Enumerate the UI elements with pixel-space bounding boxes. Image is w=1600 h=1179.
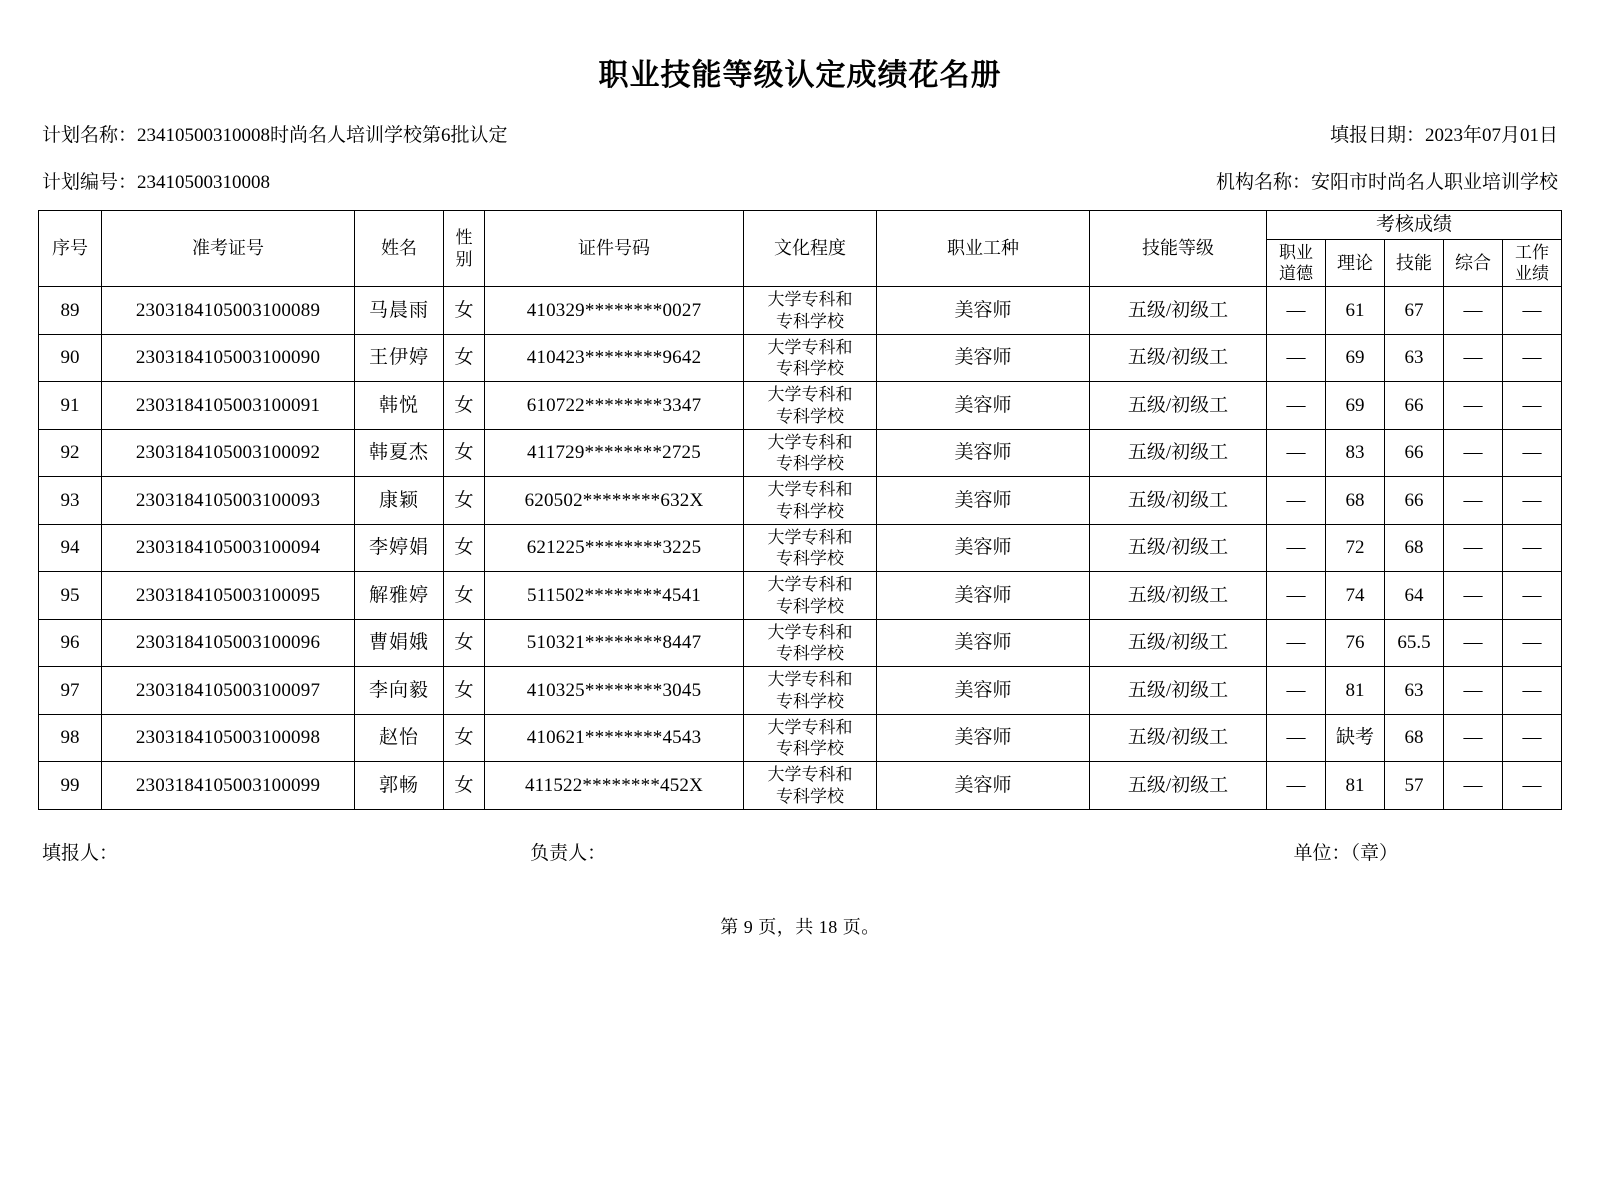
table-header [39,211,1562,287]
table-row [39,572,1562,620]
cell-skill-level: 五级/初级工 [1090,382,1267,430]
cell-theory-score: 61 [1326,287,1385,335]
cell-sex: 女 [444,382,485,430]
column-header-id-number: 证件号码 [485,211,744,287]
cell-education [744,287,877,335]
cell-ethic-score: — [1267,287,1326,335]
cell-education-line2: 专科学校 [776,406,844,426]
cell-admission-no: 2303184105003100099 [102,762,355,810]
cell-seq: 91 [39,382,102,430]
table-row [39,667,1562,715]
table-row [39,334,1562,382]
cell-education-line1: 大学专科和 [767,432,853,452]
cell-work-score: — [1503,477,1562,525]
cell-theory-score: 83 [1326,429,1385,477]
cell-name: 韩悦 [355,382,444,430]
cell-seq: 96 [39,619,102,667]
cell-skill-level: 五级/初级工 [1090,619,1267,667]
cell-education [744,762,877,810]
cell-sex: 女 [444,429,485,477]
column-header-occupation: 职业工种 [877,211,1090,287]
cell-admission-no: 2303184105003100096 [102,619,355,667]
cell-sex: 女 [444,477,485,525]
cell-seq: 99 [39,762,102,810]
cell-education-line1: 大学专科和 [767,765,853,785]
cell-seq: 89 [39,287,102,335]
cell-occupation: 美容师 [877,762,1090,810]
cell-skill-level: 五级/初级工 [1090,477,1267,525]
cell-comprehensive-score: — [1444,619,1503,667]
cell-skill-level: 五级/初级工 [1090,762,1267,810]
column-header-ethic-line2: 道德 [1279,264,1313,283]
column-header-admission-no: 准考证号 [102,211,355,287]
meta-row-plan [38,120,1562,147]
column-header-scores-group: 考核成绩 [1267,211,1562,240]
table-row [39,714,1562,762]
cell-occupation: 美容师 [877,714,1090,762]
table-row [39,524,1562,572]
column-header-skill: 技能 [1385,239,1444,287]
cell-id-number: 510321********8447 [485,619,744,667]
table-body [39,287,1562,810]
cell-seq: 95 [39,572,102,620]
cell-occupation: 美容师 [877,524,1090,572]
cell-education [744,667,877,715]
plan-code-value: 23410500310008 [137,172,271,193]
cell-work-score: — [1503,334,1562,382]
cell-skill-level: 五级/初级工 [1090,667,1267,715]
cell-seq: 98 [39,714,102,762]
cell-id-number: 410423********9642 [485,334,744,382]
cell-occupation: 美容师 [877,572,1090,620]
cell-skill-score: 63 [1385,334,1444,382]
cell-id-number: 511502********4541 [485,572,744,620]
cell-admission-no: 2303184105003100091 [102,382,355,430]
cell-education-line2: 专科学校 [776,739,844,758]
cell-id-number: 610722********3347 [485,382,744,430]
cell-skill-level: 五级/初级工 [1090,334,1267,382]
cell-ethic-score: — [1267,762,1326,810]
column-header-ethic-line1: 职业 [1279,242,1313,262]
cell-skill-level: 五级/初级工 [1090,572,1267,620]
cell-ethic-score: — [1267,572,1326,620]
cell-sex: 女 [444,572,485,620]
cell-skill-score: 68 [1385,524,1444,572]
column-header-work [1503,239,1562,287]
org-name-label: 机构名称： [1215,172,1311,193]
cell-work-score: — [1503,382,1562,430]
cell-comprehensive-score: — [1444,382,1503,430]
org-name [1216,167,1558,194]
cell-comprehensive-score: — [1444,334,1503,382]
cell-occupation: 美容师 [877,429,1090,477]
cell-comprehensive-score: — [1444,572,1503,620]
cell-admission-no: 2303184105003100093 [102,477,355,525]
cell-skill-score: 57 [1385,762,1444,810]
cell-theory-score: 缺考 [1326,714,1385,762]
roster-table [38,210,1562,810]
cell-occupation: 美容师 [877,619,1090,667]
meta-row-code [38,167,1562,194]
cell-theory-score: 69 [1326,382,1385,430]
column-header-education: 文化程度 [744,211,877,287]
cell-education-line1: 大学专科和 [767,385,853,405]
cell-admission-no: 2303184105003100098 [102,714,355,762]
cell-theory-score: 68 [1326,477,1385,525]
column-header-sex-line1: 性 [455,228,473,248]
column-header-work-line1: 工作 [1515,242,1549,262]
column-header-sex-line2: 别 [455,249,473,269]
cell-work-score: — [1503,287,1562,335]
cell-skill-score: 66 [1385,382,1444,430]
cell-comprehensive-score: — [1444,477,1503,525]
cell-admission-no: 2303184105003100090 [102,334,355,382]
cell-theory-score: 69 [1326,334,1385,382]
cell-id-number: 411729********2725 [485,429,744,477]
cell-comprehensive-score: — [1444,762,1503,810]
cell-education-line1: 大学专科和 [767,527,853,547]
cell-ethic-score: — [1267,524,1326,572]
cell-education-line2: 专科学校 [776,596,844,616]
cell-education-line2: 专科学校 [776,786,844,806]
cell-occupation: 美容师 [877,334,1090,382]
column-header-sex [444,211,485,287]
cell-id-number: 411522********452X [485,762,744,810]
cell-ethic-score: — [1267,667,1326,715]
column-header-skill-level: 技能等级 [1090,211,1267,287]
cell-education-line1: 大学专科和 [767,622,853,642]
cell-theory-score: 81 [1326,667,1385,715]
cell-skill-score: 68 [1385,714,1444,762]
cell-education [744,524,877,572]
cell-skill-score: 64 [1385,572,1444,620]
page-title: 职业技能等级认定成绩花名册 [598,59,1002,92]
report-date [1330,120,1558,147]
cell-skill-level: 五级/初级工 [1090,287,1267,335]
cell-education-line2: 专科学校 [776,691,844,711]
cell-work-score: — [1503,619,1562,667]
plan-name-label: 计划名称： [42,125,138,146]
cell-seq: 90 [39,334,102,382]
cell-theory-score: 81 [1326,762,1385,810]
cell-education-line1: 大学专科和 [767,290,853,310]
cell-theory-score: 74 [1326,572,1385,620]
cell-education-line2: 专科学校 [776,549,844,568]
cell-education [744,714,877,762]
cell-skill-score: 63 [1385,667,1444,715]
cell-sex: 女 [444,714,485,762]
cell-ethic-score: — [1267,334,1326,382]
cell-occupation: 美容师 [877,382,1090,430]
table-row [39,287,1562,335]
cell-comprehensive-score: — [1444,429,1503,477]
cell-theory-score: 72 [1326,524,1385,572]
cell-id-number: 410325********3045 [485,667,744,715]
cell-education-line1: 大学专科和 [767,717,853,737]
cell-education [744,477,877,525]
cell-name: 赵怡 [355,714,444,762]
cell-education-line2: 专科学校 [776,454,844,473]
cell-education-line2: 专科学校 [776,501,844,521]
column-header-ethic [1267,239,1326,287]
cell-skill-level: 五级/初级工 [1090,429,1267,477]
cell-ethic-score: — [1267,429,1326,477]
plan-name [42,120,508,147]
reporter-label: 填报人： [42,842,119,864]
cell-name: 康颖 [355,477,444,525]
cell-admission-no: 2303184105003100095 [102,572,355,620]
cell-seq: 93 [39,477,102,525]
cell-id-number: 621225********3225 [485,524,744,572]
cell-occupation: 美容师 [877,287,1090,335]
table-row [39,382,1562,430]
cell-skill-level: 五级/初级工 [1090,524,1267,572]
cell-name: 韩夏杰 [355,429,444,477]
report-date-label: 填报日期： [1329,125,1425,146]
cell-admission-no: 2303184105003100094 [102,524,355,572]
cell-work-score: — [1503,714,1562,762]
cell-sex: 女 [444,524,485,572]
cell-comprehensive-score: — [1444,287,1503,335]
header-row-1 [39,211,1562,240]
column-header-name: 姓名 [355,211,444,287]
cell-education [744,572,877,620]
document-page [0,50,1600,1179]
cell-ethic-score: — [1267,477,1326,525]
cell-education [744,334,877,382]
cell-admission-no: 2303184105003100097 [102,667,355,715]
cell-education-line2: 专科学校 [776,644,844,663]
cell-education [744,429,877,477]
column-header-theory: 理论 [1326,239,1385,287]
table-row [39,477,1562,525]
responsible-label: 负责人： [530,842,607,864]
cell-work-score: — [1503,572,1562,620]
cell-work-score: — [1503,762,1562,810]
cell-comprehensive-score: — [1444,714,1503,762]
report-date-value: 2023年07月01日 [1424,125,1558,146]
cell-sex: 女 [444,619,485,667]
cell-ethic-score: — [1267,619,1326,667]
cell-education-line1: 大学专科和 [767,480,853,500]
cell-skill-score: 66 [1385,477,1444,525]
cell-admission-no: 2303184105003100092 [102,429,355,477]
cell-sex: 女 [444,287,485,335]
cell-education-line1: 大学专科和 [767,337,853,357]
cell-education [744,619,877,667]
plan-code-label: 计划编号： [42,172,138,193]
cell-education-line1: 大学专科和 [767,575,853,595]
cell-skill-score: 65.5 [1385,619,1444,667]
cell-name: 解雅婷 [355,572,444,620]
footer-signatures [38,838,1562,865]
cell-skill-score: 66 [1385,429,1444,477]
plan-code [42,167,270,194]
cell-sex: 女 [444,334,485,382]
cell-seq: 92 [39,429,102,477]
cell-occupation: 美容师 [877,667,1090,715]
cell-education-line2: 专科学校 [776,359,844,378]
table-row [39,762,1562,810]
table-row [39,619,1562,667]
column-header-seq: 序号 [39,211,102,287]
cell-name: 曹娟娥 [355,619,444,667]
cell-name: 王伊婷 [355,334,444,382]
cell-admission-no: 2303184105003100089 [102,287,355,335]
cell-name: 李婷娟 [355,524,444,572]
org-name-value: 安阳市时尚名人职业培训学校 [1310,172,1558,193]
plan-name-value: 23410500310008时尚名人培训学校第6批认定 [137,125,508,146]
cell-name: 马晨雨 [355,287,444,335]
cell-theory-score: 76 [1326,619,1385,667]
cell-work-score: — [1503,524,1562,572]
unit-label: 单位：（章） [1293,842,1398,864]
cell-ethic-score: — [1267,714,1326,762]
cell-ethic-score: — [1267,382,1326,430]
cell-name: 李向毅 [355,667,444,715]
cell-education-line1: 大学专科和 [767,670,853,690]
cell-work-score: — [1503,667,1562,715]
cell-seq: 94 [39,524,102,572]
cell-id-number: 410621********4543 [485,714,744,762]
cell-sex: 女 [444,762,485,810]
cell-work-score: — [1503,429,1562,477]
cell-name: 郭畅 [355,762,444,810]
column-header-comprehensive: 综合 [1444,239,1503,287]
cell-comprehensive-score: — [1444,667,1503,715]
cell-id-number: 620502********632X [485,477,744,525]
cell-education-line2: 专科学校 [776,311,844,331]
cell-education [744,382,877,430]
cell-seq: 97 [39,667,102,715]
cell-occupation: 美容师 [877,477,1090,525]
page-number: 第 9 页，共 18 页。 [720,916,880,937]
table-row [39,429,1562,477]
cell-skill-level: 五级/初级工 [1090,714,1267,762]
cell-id-number: 410329********0027 [485,287,744,335]
cell-comprehensive-score: — [1444,524,1503,572]
cell-sex: 女 [444,667,485,715]
cell-skill-score: 67 [1385,287,1444,335]
column-header-work-line2: 业绩 [1515,264,1549,283]
